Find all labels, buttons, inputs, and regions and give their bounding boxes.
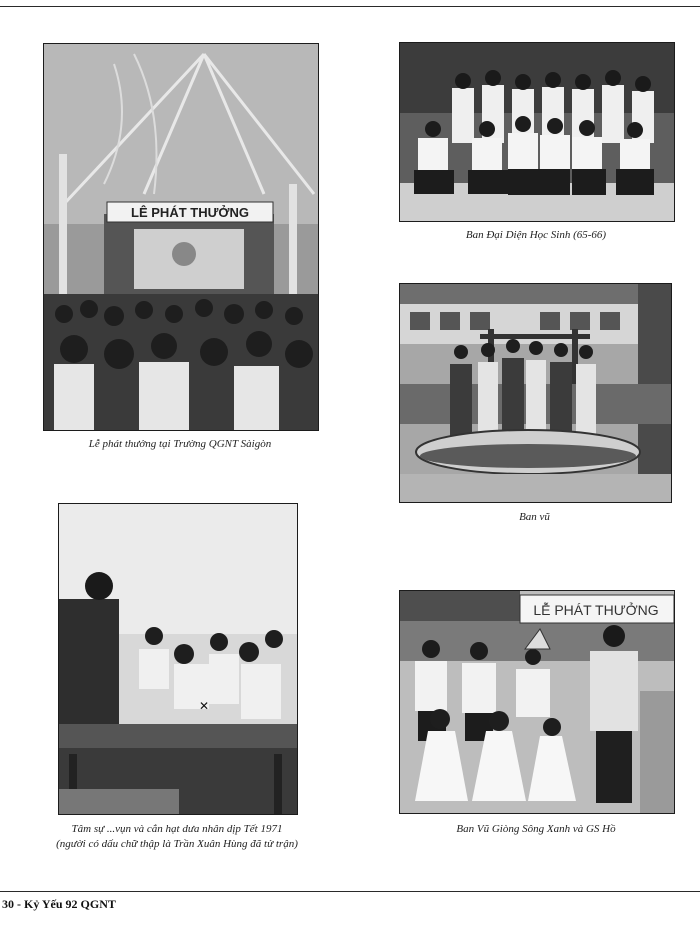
caption-student-reps: Ban Đại Diện Học Sinh (65-66) <box>465 229 607 241</box>
caption-tet-gathering <box>20 822 334 852</box>
photo-student-reps <box>399 42 675 222</box>
caption-dance-group: Ban vũ <box>519 511 550 523</box>
photo-giong-song-xanh <box>399 590 675 814</box>
svg-text:✕: ✕ <box>199 699 210 713</box>
caption-prize-ceremony: Lễ phát thưởng tại Trường QGNT Sàigòn <box>88 438 272 450</box>
caption-giong-song-xanh: Ban Vũ Giòng Sông Xanh và GS Hồ <box>456 823 616 835</box>
bottom-rule <box>0 891 700 892</box>
photo-prize-ceremony <box>43 43 319 431</box>
page-footer: 30 - Kỷ Yếu 92 QGNT <box>2 897 116 911</box>
ceremony-banner-text: LÊ PHÁT THƯỞNG <box>131 205 249 220</box>
photo-dance-group <box>399 283 672 503</box>
caption-tet-line1: Tâm sự ...vụn và cắn hạt dưa nhân dịp Tết 1971 <box>71 823 283 835</box>
giong-song-xanh-banner-text: LỄ PHÁT THƯỞNG <box>533 602 659 618</box>
top-rule <box>0 6 700 7</box>
caption-tet-line2: (người có dấu chữ thập là Trần Xuân Hùng đã tử trận) <box>56 838 298 850</box>
photo-tet-gathering <box>58 503 298 815</box>
